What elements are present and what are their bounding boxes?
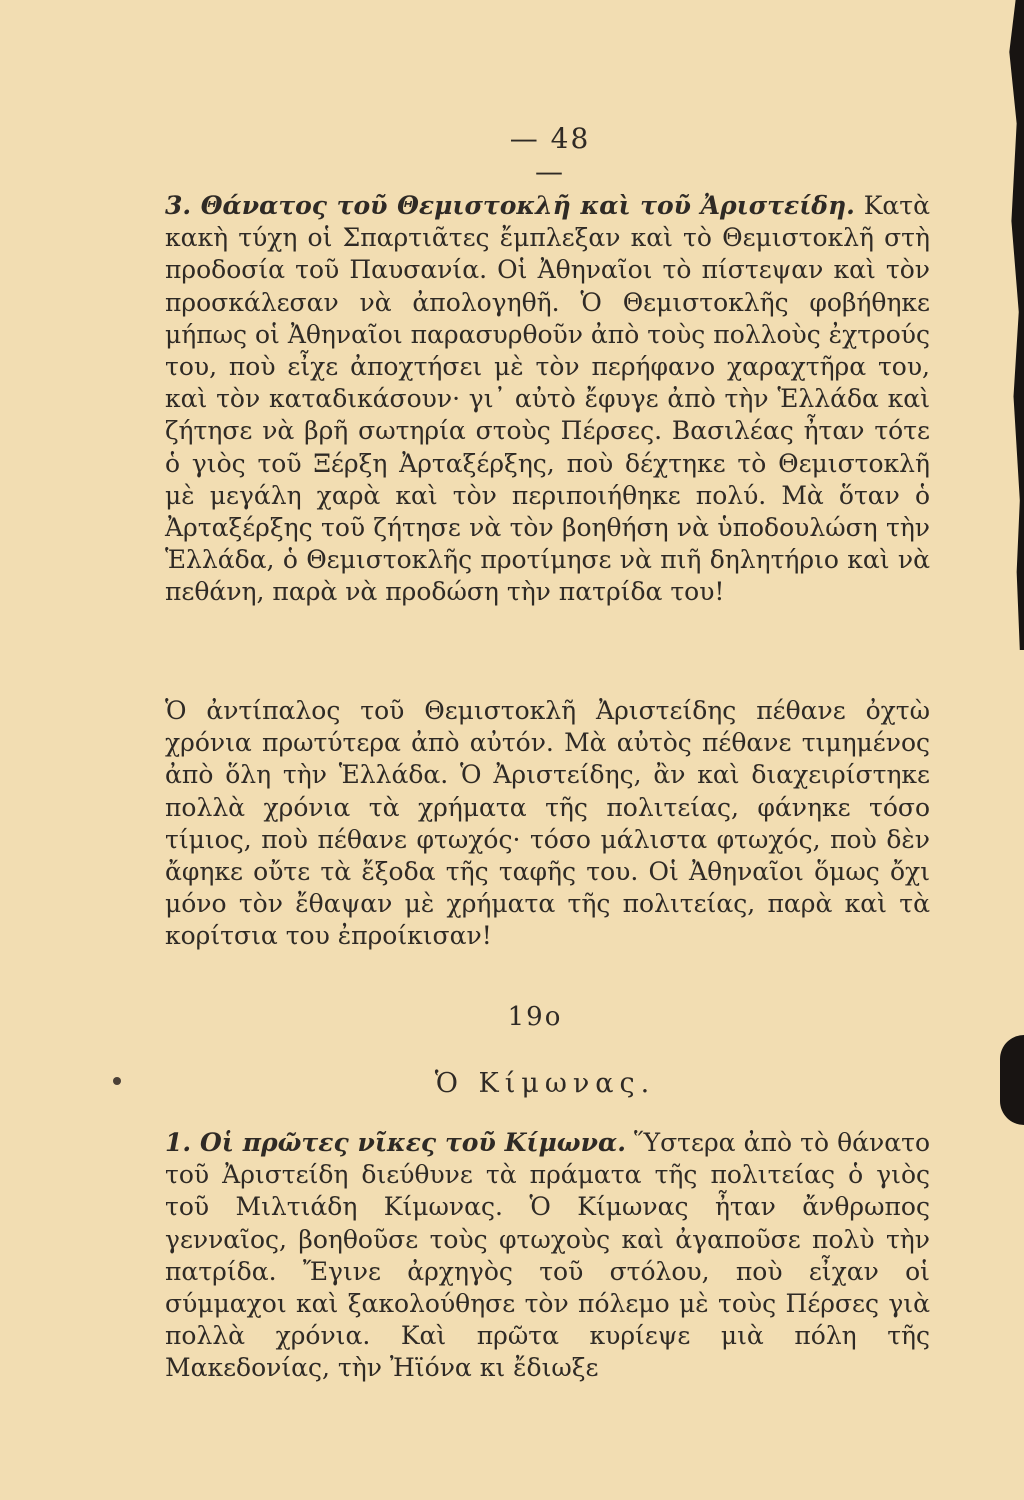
margin-mark [113,1077,121,1085]
paragraph-aristides [165,695,930,953]
section-year: 19ο [507,1002,563,1032]
torn-page-edge-bottom [1000,1035,1024,1125]
paragraph-text: Κατὰ κακὴ τύχη οἱ Σπαρτιᾶτες ἔμπλεξαν καὶ τὸ Θεμιστοκλῆ στὴ προδοσία τοῦ Παυσανία. Οἱ Ἀθηναῖοι τὸ πίστεψαν καὶ τὸν προσκάλεσαν νὰ ἀπολογηθῆ. Ὁ Θεμιστοκλῆς φοβήθηκε μήπως οἱ Ἀθηναῖοι παρασυρθοῦν ἀπὸ τοὺς πολλοὺς ἐχτρούς του, ποὺ εἶχε ἀποχτήσει μὲ τὸν περήφανο χαραχτῆρα του, καὶ τὸν καταδικάσουν· γι᾿ αὐτὸ ἔφυγε ἀπὸ τὴν Ἑλλάδα καὶ ζήτησε νὰ βρῆ σωτηρία στοὺς Πέρσες. Βασιλέας ἦταν τότε ὁ γιὸς τοῦ Ξέρξη Ἀρταξέρξης, ποὺ δέχτηκε τὸ Θεμιστοκλῆ μὲ μεγάλη χαρὰ καὶ τὸν περιποιήθηκε πολύ. Μὰ ὅταν ὁ Ἀρταξέρξης τοῦ ζήτησε νὰ τὸν βοηθήση νὰ ὑποδουλώση τὴν Ἑλλάδα, ὁ Θεμιστοκλῆς προτίμησε νὰ πιῆ δηλητήριο καὶ νὰ πεθάνη, παρὰ νὰ προδώση τὴν πατρίδα του! [165,191,930,607]
paragraph-label: 1. Οἱ πρῶτες νῖκες τοῦ Κίμωνα. [165,1128,626,1157]
paragraph-kimon-victories [165,1127,930,1385]
paragraph-text: Ὁ ἀντίπαλος τοῦ Θεμιστοκλῆ Ἀριστείδης πέθανε ὀχτὼ χρόνια πρωτύτερα ἀπὸ αὐτόν. Μὰ αὐτὸς πέθανε τιμημένος ἀπὸ ὅλη τὴν Ἑλλάδα. Ὁ Ἀριστείδης, ἂν καὶ διαχειρίστηκε πολλὰ χρόνια τὰ χρήματα τῆς πολιτείας, φάνηκε τόσο τίμιος, ποὺ πέθανε φτωχός· τόσο μάλιστα φτωχός, ποὺ δὲν ἄφηκε οὔτε τὰ ἔξοδα τῆς ταφῆς του. Οἱ Ἀθηναῖοι ὅμως ὄχι μόνο τὸν ἔθαψαν μὲ χρήματα τῆς πολιτείας, παρὰ καὶ τὰ κορίτσια του ἐπροίκισαν! [165,696,930,951]
section-title: Ὁ Κίμωνας. [434,1068,656,1099]
paragraph-label: 3. Θάνατος τοῦ Θεμιστοκλῆ καὶ τοῦ Ἀριστείδη. [165,191,855,220]
page-number: — 48 — [509,122,591,188]
paragraph-text: Ὕστερα ἀπὸ τὸ θάνατο τοῦ Ἀριστείδη διεύθυνε τὰ πράματα τῆς πολιτείας ὁ γιὸς τοῦ Μιλτιάδη Κίμωνας. Ὁ Κίμωνας ἦταν ἄνθρωπος γενναῖος, βοηθοῦσε τοὺς φτωχοὺς καὶ ἀγαποῦσε πολὺ τὴν πατρίδα. Ἔγινε ἀρχηγὸς τοῦ στόλου, ποὺ εἶχαν οἱ σύμμαχοι καὶ ξακολούθησε τὸν πόλεμο μὲ τοὺς Πέρσες γιὰ πολλὰ χρόνια. Καὶ πρῶτα κυρίεψε μιὰ πόλη τῆς Μακεδονίας, τὴν Ἠϊόνα κι ἔδιωξε [165,1128,930,1383]
paragraph-death-themistocles-aristides [165,190,930,609]
